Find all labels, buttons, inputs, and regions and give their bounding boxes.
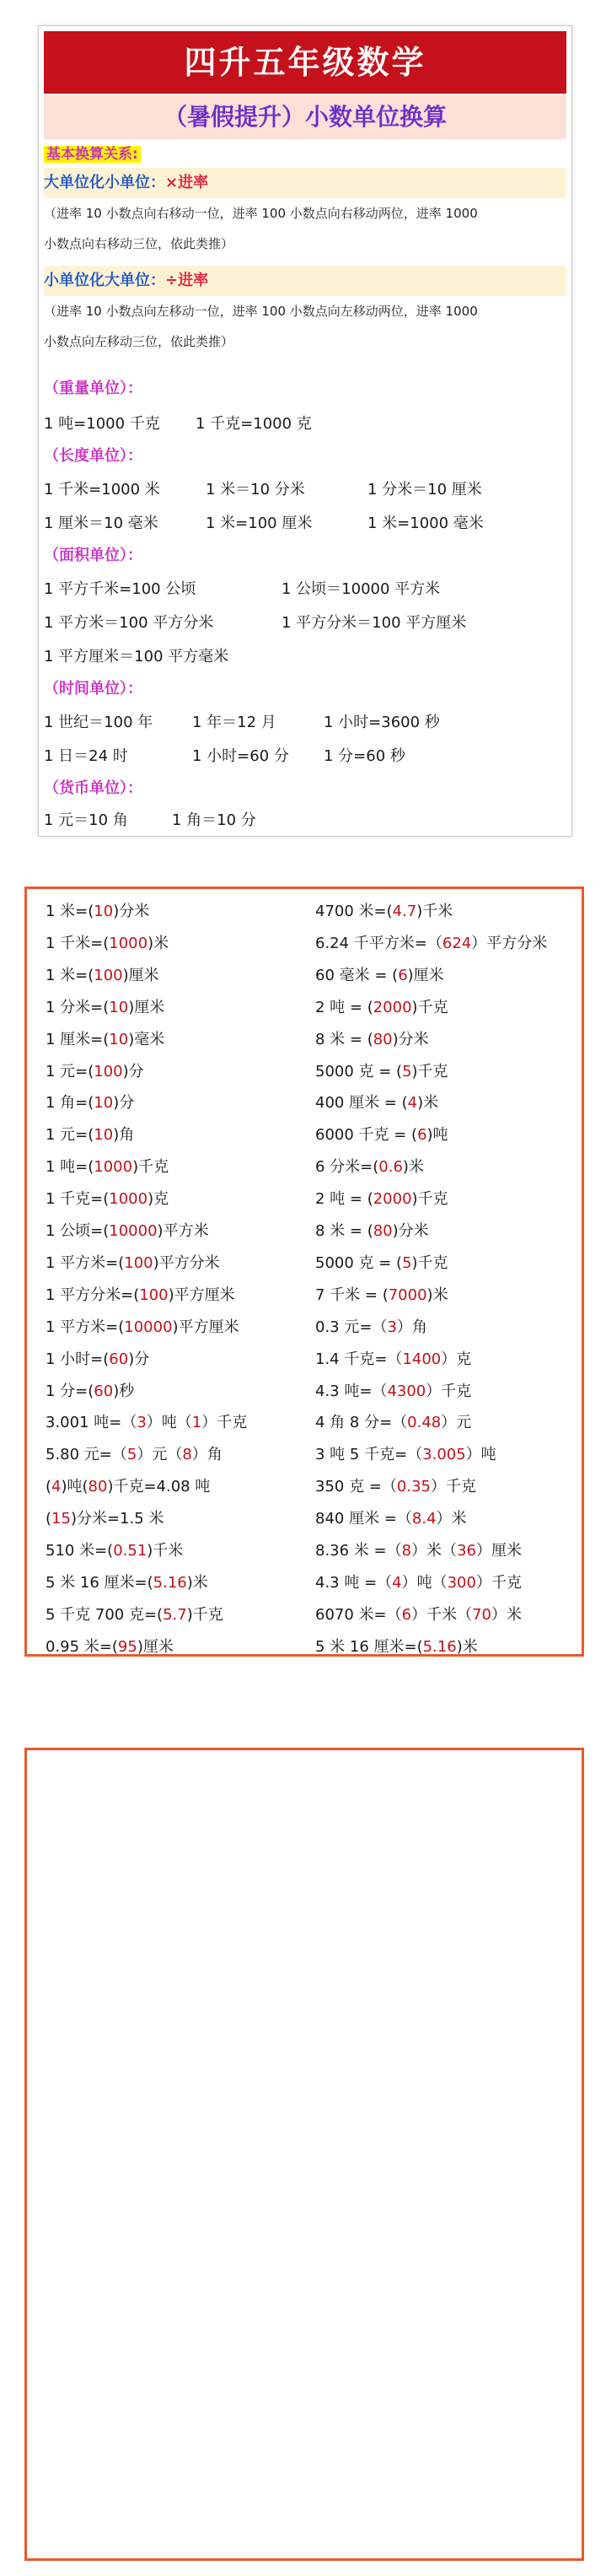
exercise-text: ）角 <box>396 1318 427 1336</box>
exercise-item <box>315 1350 471 1369</box>
big-to-small-note-1: （进率 10 小数点向右移动一位，进率 100 小数点向右移动两位，进率 1000 <box>44 206 478 221</box>
exercise-item <box>315 903 453 921</box>
exercise-item <box>315 935 547 953</box>
exercise-answer: 3 <box>387 1318 397 1336</box>
length-units-label: （长度单位）： <box>44 447 142 465</box>
small-to-big-note-1: （进率 10 小数点向左移动一位，进率 100 小数点向左移动两位，进率 1000 <box>44 304 478 319</box>
exercise-answer: 6 <box>401 1605 412 1624</box>
exercise-answer: 10000 <box>124 1318 173 1336</box>
time-units-line: 1 世纪＝100 年 1 年＝12 月 1 小时=3600 秒 <box>44 714 440 731</box>
exercise-text: )千克 <box>411 1062 448 1081</box>
exercise-item <box>46 1446 223 1464</box>
exercise-text: 1 小时=( <box>46 1350 110 1368</box>
exercise-answer: 1400 <box>402 1350 442 1368</box>
exercise-text: ）元（ <box>137 1446 183 1464</box>
exercise-text: 4700 米=( <box>315 903 393 920</box>
exercise-text: )分米=1.5 米 <box>70 1510 164 1528</box>
exercise-text: )厘米 <box>122 966 159 984</box>
exercise-text: 1 元=( <box>46 1126 94 1145</box>
small-to-big-note-2: 小数点向左移动三位，依此类推） <box>44 334 234 349</box>
exercise-answer: 2000 <box>373 1190 412 1209</box>
exercise-text: 8 米 = ( <box>315 1030 373 1048</box>
exercise-text: )米 <box>417 1094 439 1113</box>
exercise-item <box>46 1286 235 1305</box>
time-units-label: （时间单位）： <box>44 680 142 698</box>
exercise-card <box>24 887 584 1657</box>
exercise-answer: 0.35 <box>396 1478 431 1496</box>
exercise-item <box>46 1350 149 1369</box>
exercise-answer: 10 <box>94 1126 114 1145</box>
exercise-item <box>46 1510 164 1528</box>
exercise-text: )平方厘米 <box>172 1318 239 1336</box>
exercise-answer: 4.7 <box>392 903 417 920</box>
exercise-text: 1 分米=( <box>46 998 110 1016</box>
exercise-text: 6070 米=（ <box>315 1605 402 1624</box>
exercise-text: )千克 <box>132 1158 169 1177</box>
exercise-item <box>315 1414 471 1432</box>
exercise-text: 510 米=( <box>46 1542 114 1560</box>
exercise-text: )米 <box>426 1285 448 1304</box>
exercise-text: 350 克 =（ <box>315 1478 397 1496</box>
page-title: 四升五年级数学 <box>44 31 566 94</box>
exercise-text: 5 米 16 厘米=( <box>315 1637 423 1656</box>
exercise-text: 8 米 = ( <box>315 1222 373 1240</box>
money-units-line: 1 元＝10 角 1 角＝10 分 <box>44 811 256 829</box>
exercise-text: )千米 <box>416 903 453 920</box>
exercise-item <box>46 1126 134 1145</box>
exercise-text: 1 分=( <box>46 1382 94 1400</box>
exercise-answer: 100 <box>124 1253 153 1272</box>
exercise-text: ）吨（ <box>146 1414 192 1432</box>
exercise-text: 0.3 元=（ <box>315 1318 388 1336</box>
exercise-item <box>315 1542 522 1560</box>
exercise-answer: 6 <box>398 966 408 984</box>
exercise-text: )千克 <box>411 998 448 1016</box>
exercise-text: 1 平方米=( <box>46 1253 125 1272</box>
exercise-text: 5.80 元=（ <box>46 1446 127 1464</box>
exercise-item <box>46 1222 209 1241</box>
exercise-text: )角 <box>113 1126 135 1145</box>
exercise-text: )平方米 <box>157 1222 209 1240</box>
exercise-item <box>315 1478 476 1496</box>
exercise-text: )吨( <box>61 1478 88 1496</box>
exercise-item <box>46 999 164 1017</box>
exercise-text: 1.4 千克=（ <box>315 1350 403 1368</box>
exercise-text: ）厘米 <box>475 1542 522 1560</box>
exercise-text: 6.24 千平方米=（ <box>315 934 442 952</box>
exercise-answer: 100 <box>139 1285 169 1304</box>
exercise-text: 1 公顷=( <box>46 1222 110 1240</box>
exercise-item <box>46 1254 220 1273</box>
exercise-answer: 5 <box>402 1062 412 1081</box>
exercise-answer: 10 <box>94 1094 114 1113</box>
exercise-text: )米 <box>456 1637 478 1656</box>
exercise-answer: 10 <box>109 1030 129 1048</box>
exercise-text: )千米 <box>147 1542 184 1560</box>
exercise-answer: 80 <box>373 1222 393 1240</box>
area-units-line: 1 平方厘米＝100 平方毫米 <box>44 648 229 666</box>
exercise-text: 1 角=( <box>46 1094 94 1113</box>
exercise-item <box>46 935 169 953</box>
exercise-text: )千克 <box>411 1190 448 1209</box>
exercise-text: )平方分米 <box>153 1253 220 1272</box>
exercise-text: 1 元=( <box>46 1062 94 1081</box>
exercise-text: ）千克 <box>426 1382 472 1400</box>
exercise-answer: 7000 <box>388 1285 427 1304</box>
exercise-item <box>46 903 149 921</box>
exercise-answer: 2000 <box>373 998 412 1016</box>
exercise-text: ( <box>46 1478 52 1496</box>
exercise-text: )分米 <box>392 1222 429 1240</box>
exercise-item <box>46 967 159 985</box>
blank-card <box>24 1748 584 2561</box>
exercise-item <box>315 1382 471 1401</box>
exercise-answer: 5 <box>126 1446 137 1464</box>
exercise-item <box>46 1063 144 1081</box>
exercise-answer: 1000 <box>94 1158 133 1177</box>
exercise-answer: 5.16 <box>422 1637 457 1656</box>
exercise-item <box>315 1158 424 1177</box>
exercise-text: 1 平方分米=( <box>46 1285 140 1304</box>
exercise-text: 3.001 吨=（ <box>46 1414 137 1432</box>
exercise-text: ）元 <box>441 1414 472 1432</box>
exercise-item <box>315 1446 496 1464</box>
exercise-answer: 4 <box>407 1094 418 1113</box>
exercise-answer: 6 <box>417 1126 427 1145</box>
exercise-text: 2 吨 = ( <box>315 1190 373 1209</box>
exercise-item <box>46 1318 239 1337</box>
exercise-answer: 10000 <box>109 1222 158 1240</box>
page-subtitle: （暑假提升）小数单位换算 <box>44 95 566 139</box>
exercise-text: ）米 <box>436 1510 467 1528</box>
exercise-item <box>46 1478 210 1496</box>
big-to-small-note-2: 小数点向右移动三位，依此类推） <box>44 236 234 251</box>
rules-section-label: 基本换算关系: <box>44 146 141 163</box>
exercise-item <box>46 1190 169 1209</box>
exercise-answer: 8.4 <box>411 1510 437 1528</box>
exercise-item <box>315 1606 522 1625</box>
exercise-answer: 1 <box>191 1414 202 1432</box>
exercise-text: )分米 <box>392 1030 429 1048</box>
exercise-text: 3 吨 5 千克=（ <box>315 1446 423 1464</box>
exercise-text: ）千克 <box>475 1573 522 1592</box>
length-units-line: 1 厘米＝10 毫米 1 米=100 厘米 1 米=1000 毫米 <box>44 515 484 532</box>
exercise-text: 4.3 吨=（ <box>315 1382 388 1400</box>
exercise-text: 6000 千克 = ( <box>315 1126 418 1145</box>
exercise-text: )厘米 <box>137 1637 174 1656</box>
exercise-answer: 4300 <box>387 1382 426 1400</box>
exercise-answer: 4 <box>392 1573 402 1592</box>
exercise-answer: 1000 <box>109 1190 148 1209</box>
exercise-text: 1 千克=( <box>46 1190 110 1209</box>
exercise-text: )千克 <box>411 1253 448 1272</box>
exercise-answer: 5 <box>402 1253 412 1272</box>
exercise-answer: 0.48 <box>407 1414 442 1432</box>
exercise-item <box>46 1382 134 1401</box>
time-units-line: 1 日＝24 时 1 小时=60 分 1 分=60 秒 <box>44 747 405 765</box>
exercise-text: 5000 克 = ( <box>315 1062 403 1081</box>
exercise-text: ）千克 <box>430 1478 476 1496</box>
exercise-text: )克 <box>147 1190 169 1209</box>
exercise-text: 1 米=( <box>46 966 94 984</box>
weight-units-line: 1 吨=1000 千克 1 千克=1000 克 <box>44 415 312 433</box>
exercise-text: )分 <box>113 1094 135 1113</box>
length-units-line: 1 千米=1000 米 1 米＝10 分米 1 分米＝10 厘米 <box>44 481 482 498</box>
exercise-item <box>46 1606 223 1625</box>
exercise-text: ）米 <box>491 1605 522 1624</box>
exercise-text: )米 <box>402 1158 424 1177</box>
exercise-answer: 624 <box>442 934 472 952</box>
exercise-text: )分 <box>128 1350 150 1368</box>
exercise-text: )厘米 <box>128 998 165 1016</box>
area-units-line: 1 平方千米=100 公顷 1 公顷＝10000 平方米 <box>44 580 441 598</box>
exercise-answer: 100 <box>94 1062 123 1081</box>
exercise-answer: 10 <box>109 998 129 1016</box>
exercise-text: 400 厘米 = ( <box>315 1094 408 1113</box>
exercise-text: ）克 <box>441 1350 472 1368</box>
exercise-answer: 10 <box>94 903 114 920</box>
exercise-answer: 1000 <box>109 934 148 952</box>
exercise-text: )米 <box>147 934 169 952</box>
exercise-text: )分 <box>122 1062 144 1081</box>
money-units-label: （货币单位）： <box>44 779 142 797</box>
exercise-item <box>315 1510 467 1528</box>
exercise-text: ）平方分米 <box>471 934 548 952</box>
exercise-text: 5 米 16 厘米=( <box>46 1573 153 1592</box>
small-to-big-rule: 小单位化大单位：÷进率 <box>44 272 209 289</box>
exercise-answer: 3.005 <box>422 1446 466 1464</box>
exercise-text: ）角 <box>191 1446 223 1464</box>
exercise-answer: 100 <box>94 966 123 984</box>
exercise-item <box>46 1574 208 1592</box>
exercise-text: ）千克 <box>201 1414 248 1432</box>
exercise-item <box>315 1190 448 1209</box>
exercise-answer: 300 <box>447 1573 476 1592</box>
exercise-text: )厘米 <box>407 966 444 984</box>
exercise-item <box>46 1414 247 1432</box>
exercise-answer: 80 <box>88 1478 108 1496</box>
area-units-line: 1 平方米＝100 平方分米 1 平方分米＝100 平方厘米 <box>44 614 467 632</box>
exercise-item <box>315 1574 522 1592</box>
exercise-text: 1 千米=( <box>46 934 110 952</box>
exercise-text: ）吨（ <box>401 1573 448 1592</box>
exercise-item <box>315 1222 429 1241</box>
exercise-item <box>315 999 448 1017</box>
big-to-small-rule: 大单位化小单位：×进率 <box>44 174 209 191</box>
exercise-text: 1 平方米=( <box>46 1318 125 1336</box>
exercise-answer: 70 <box>472 1605 491 1624</box>
exercise-text: ( <box>46 1510 52 1528</box>
exercise-answer: 36 <box>457 1542 476 1560</box>
area-units-label: （面积单位）： <box>44 547 142 564</box>
exercise-text: 2 吨 = ( <box>315 998 373 1016</box>
exercise-text: 4.3 吨 =（ <box>315 1573 393 1592</box>
exercise-answer: 5.16 <box>153 1573 187 1592</box>
exercise-text: 4 角 8 分=（ <box>315 1414 408 1432</box>
exercise-text: 1 米=( <box>46 903 94 920</box>
exercise-item <box>315 1638 478 1657</box>
exercise-item <box>315 1126 448 1145</box>
exercise-text: 5000 克 = ( <box>315 1253 403 1272</box>
exercise-item <box>315 967 444 985</box>
exercise-text: )毫米 <box>128 1030 165 1048</box>
exercise-text: 1 吨=( <box>46 1158 94 1177</box>
exercise-text: )吨 <box>426 1126 448 1145</box>
exercise-text: )分米 <box>113 903 150 920</box>
exercise-item <box>315 1063 448 1081</box>
exercise-answer: 3 <box>137 1414 147 1432</box>
reference-card <box>38 25 572 837</box>
exercise-text: )平方厘米 <box>168 1285 235 1304</box>
exercise-item <box>46 1031 164 1049</box>
exercise-text: 5 千克 700 克=( <box>46 1605 164 1624</box>
exercise-text: ）吨 <box>465 1446 496 1464</box>
exercise-answer: 95 <box>117 1637 137 1656</box>
exercise-answer: 15 <box>51 1510 71 1528</box>
exercise-answer: 0.6 <box>378 1158 403 1177</box>
exercise-text: 6 分米=( <box>315 1158 379 1177</box>
exercise-text: )米 <box>186 1573 208 1592</box>
exercise-item <box>315 1094 438 1113</box>
exercise-item <box>46 1638 174 1657</box>
exercise-text: 0.95 米=( <box>46 1637 118 1656</box>
exercise-item <box>315 1254 448 1273</box>
exercise-text: 60 毫米 = ( <box>315 966 399 984</box>
exercise-answer: 5.7 <box>163 1605 187 1624</box>
exercise-item <box>315 1286 448 1305</box>
exercise-text: 1 厘米=( <box>46 1030 110 1048</box>
exercise-item <box>315 1318 427 1337</box>
exercise-answer: 4 <box>51 1478 62 1496</box>
exercise-text: 840 厘米 =（ <box>315 1510 412 1528</box>
exercise-answer: 60 <box>109 1350 129 1368</box>
exercise-item <box>46 1542 183 1560</box>
exercise-text: )千克=4.08 吨 <box>107 1478 211 1496</box>
exercise-answer: 8 <box>182 1446 192 1464</box>
exercise-text: )千克 <box>186 1605 223 1624</box>
exercise-text: ）米（ <box>411 1542 458 1560</box>
exercise-text: 7 千米 = ( <box>315 1285 389 1304</box>
exercise-text: 8.36 米 =（ <box>315 1542 402 1560</box>
exercise-answer: 60 <box>94 1382 114 1400</box>
exercise-text: )秒 <box>113 1382 135 1400</box>
exercise-answer: 80 <box>373 1030 393 1048</box>
exercise-item <box>315 1031 429 1049</box>
exercise-text: ）千米（ <box>411 1605 473 1624</box>
exercise-item <box>46 1158 169 1177</box>
weight-units-label: （重量单位）： <box>44 380 142 397</box>
exercise-answer: 8 <box>401 1542 412 1560</box>
exercise-item <box>46 1094 134 1113</box>
exercise-answer: 0.51 <box>113 1542 147 1560</box>
